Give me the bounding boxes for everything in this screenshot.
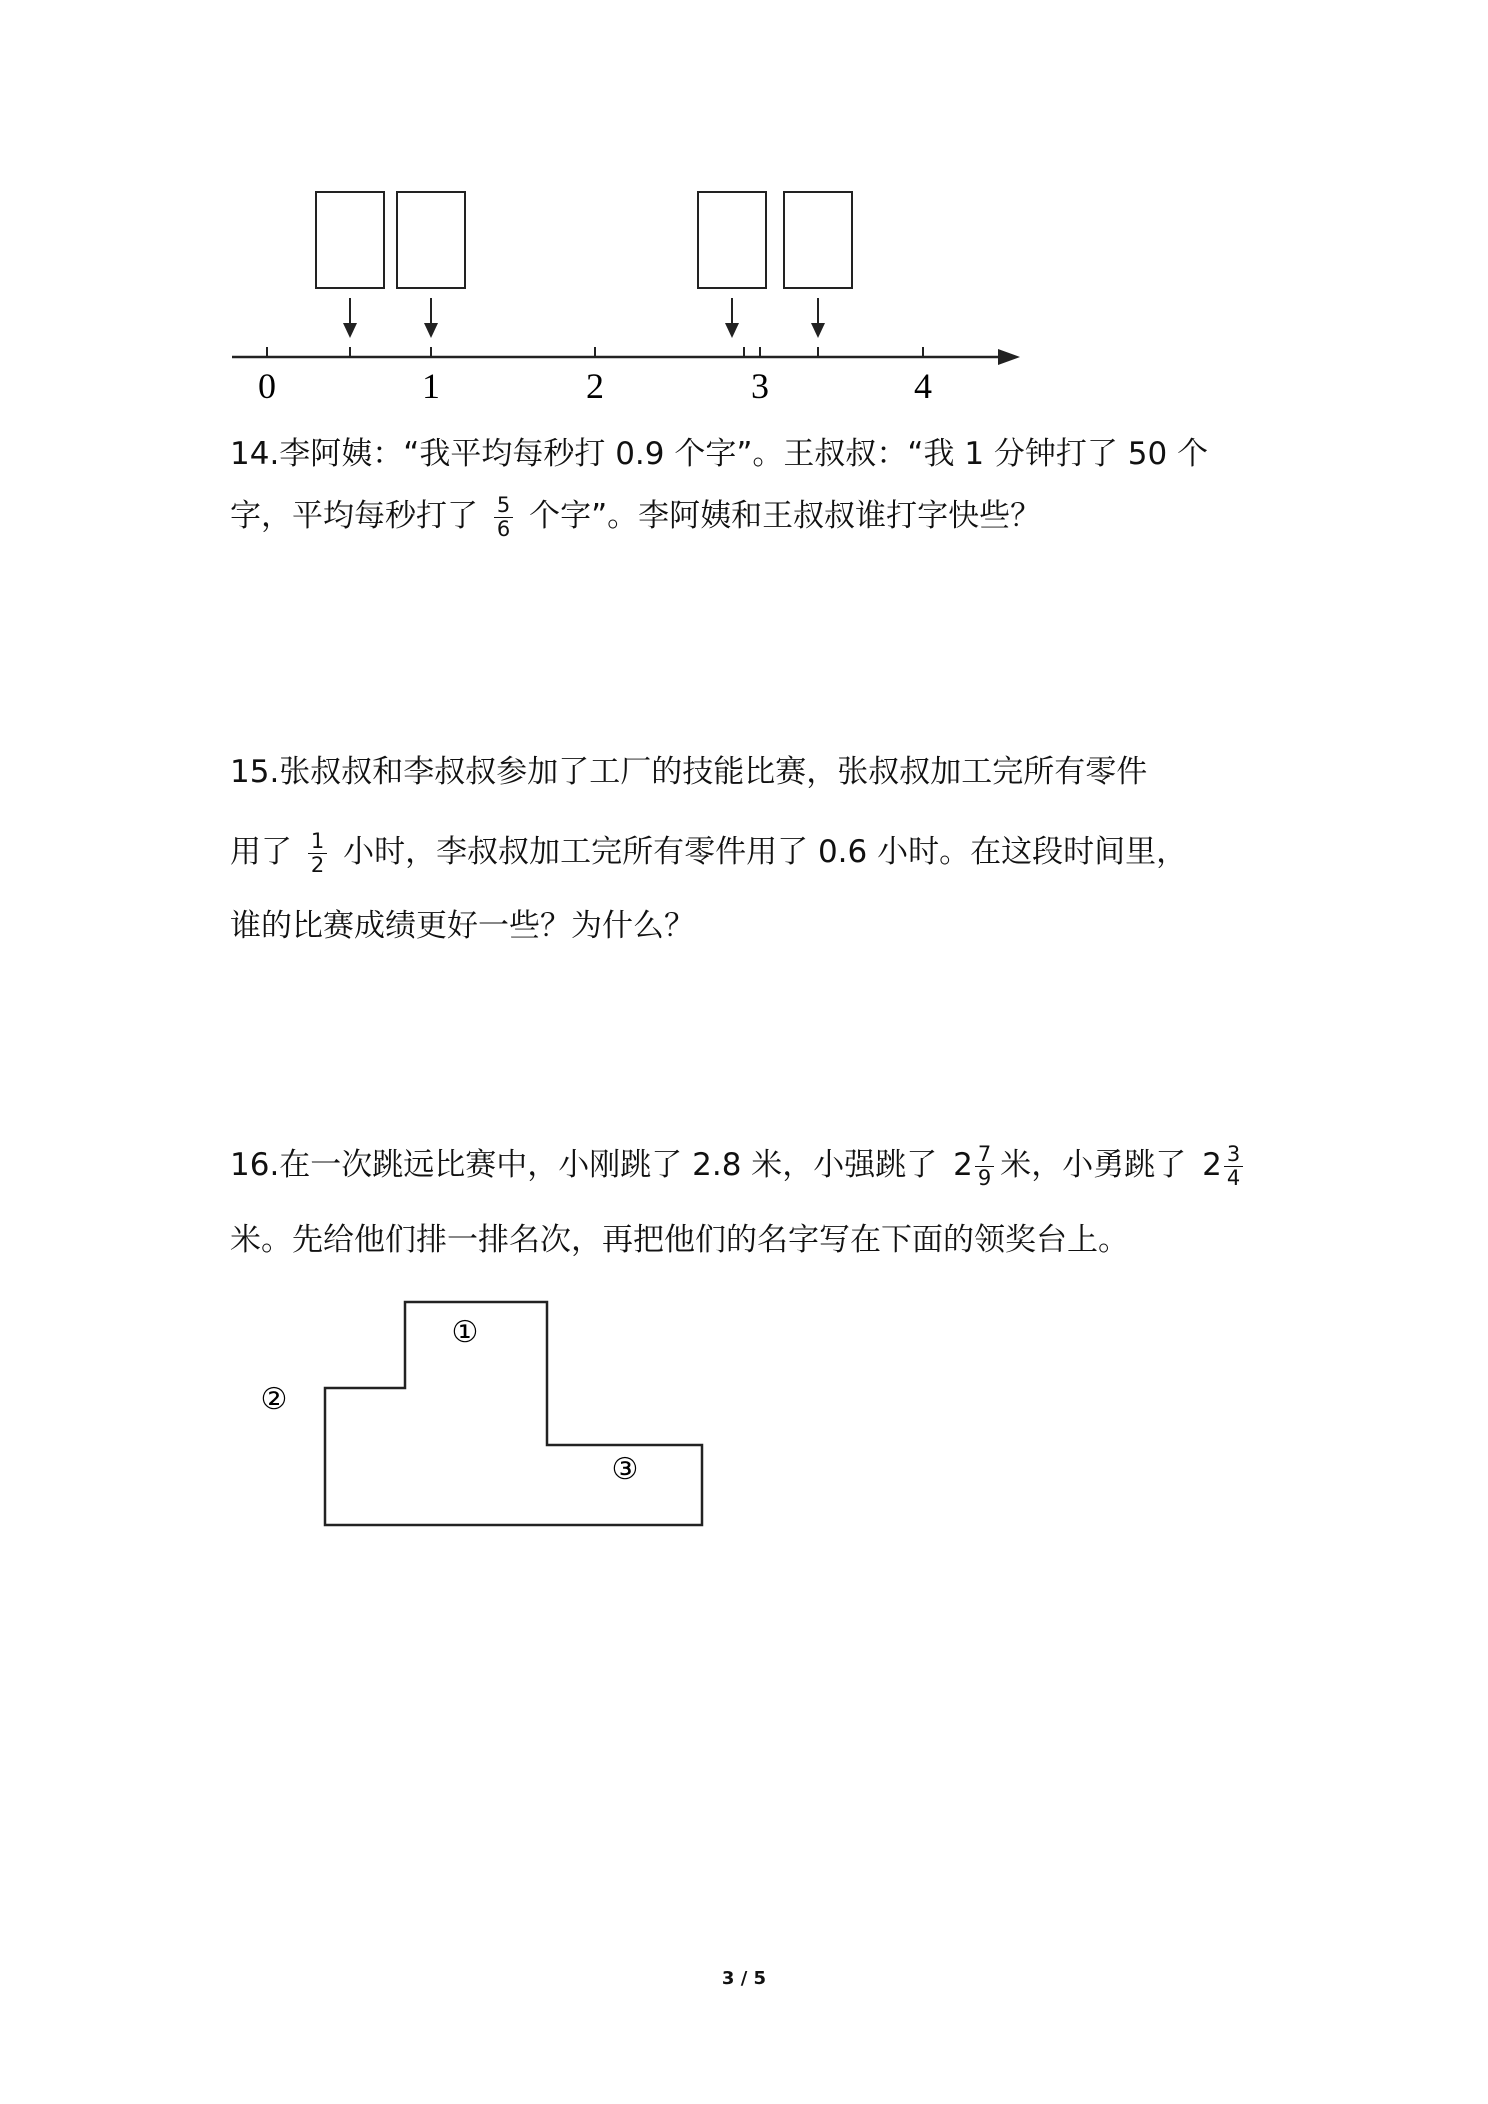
q15-text-b: 小时，李叔叔加工完所有零件用了 0.6 小时。在这段时间里， [343, 834, 1188, 870]
number-line-figure [220, 180, 1040, 410]
q14-text-a: 字，平均每秒打了 [230, 498, 478, 534]
tick-label-1: 1 [422, 366, 440, 406]
podium-label-first: ① [451, 1316, 479, 1349]
answer-box-1[interactable] [316, 192, 384, 288]
q16-mixed-1-numerator: 7 [975, 1143, 994, 1167]
q16-line-1 [230, 1143, 1249, 1190]
answer-box-3[interactable] [698, 192, 766, 288]
q16-text-a: 16.在一次跳远比赛中，小刚跳了 2.8 米，小强跳了 [230, 1147, 938, 1183]
q14-text-b: 个字”。李阿姨和王叔叔谁打字快些？ [529, 498, 1042, 534]
q15-line-1: 15.张叔叔和李叔叔参加了工厂的技能比赛，张叔叔加工完所有零件 [230, 754, 1148, 790]
q14-fraction [494, 494, 513, 541]
q15-fraction-numerator: 1 [308, 830, 327, 854]
q15-line-3: 谁的比赛成绩更好一些？为什么？ [230, 908, 695, 944]
q14-line-1: 14.李阿姨：“我平均每秒打 0.9 个字”。王叔叔：“我 1 分钟打了 50 个 [230, 436, 1209, 472]
q15-line-2 [230, 830, 1187, 877]
page-number: 3 / 5 [721, 1968, 767, 1989]
q16-mixed-2-fraction [1224, 1143, 1243, 1190]
q16-mixed-1-whole: 2 [953, 1147, 973, 1183]
podium-label-third: ③ [611, 1453, 639, 1486]
answer-box-2[interactable] [397, 192, 465, 288]
pointer-arrows [343, 298, 825, 338]
tick-label-4: 4 [914, 366, 932, 406]
q15-text-a: 用了 [230, 834, 292, 870]
q16-mixed-2-numerator: 3 [1224, 1143, 1243, 1167]
q14-fraction-numerator: 5 [494, 494, 513, 518]
q16-mixed-1-fraction [975, 1143, 994, 1190]
podium-figure [250, 1290, 720, 1550]
q15-fraction-denominator: 2 [310, 853, 325, 877]
tick-label-0: 0 [258, 366, 276, 406]
q16-line-2: 米。先给他们排一排名次，再把他们的名字写在下面的领奖台上。 [230, 1222, 1129, 1258]
q16-text-b: 米，小勇跳了 [1000, 1147, 1187, 1183]
q16-mixed-2-whole: 2 [1202, 1147, 1222, 1183]
axis-ticks [267, 347, 923, 357]
q16-mixed-2-denominator: 4 [1226, 1166, 1241, 1190]
q16-mixed-1-denominator: 9 [977, 1166, 992, 1190]
podium-label-second: ② [260, 1383, 288, 1416]
q14-fraction-denominator: 6 [496, 517, 511, 541]
podium-outline[interactable] [325, 1302, 702, 1525]
answer-box-4[interactable] [784, 192, 852, 288]
tick-label-3: 3 [751, 366, 769, 406]
q14-line-2 [230, 494, 1041, 541]
axis-arrowhead [998, 349, 1020, 365]
q15-fraction [308, 830, 327, 877]
tick-label-2: 2 [586, 366, 604, 406]
